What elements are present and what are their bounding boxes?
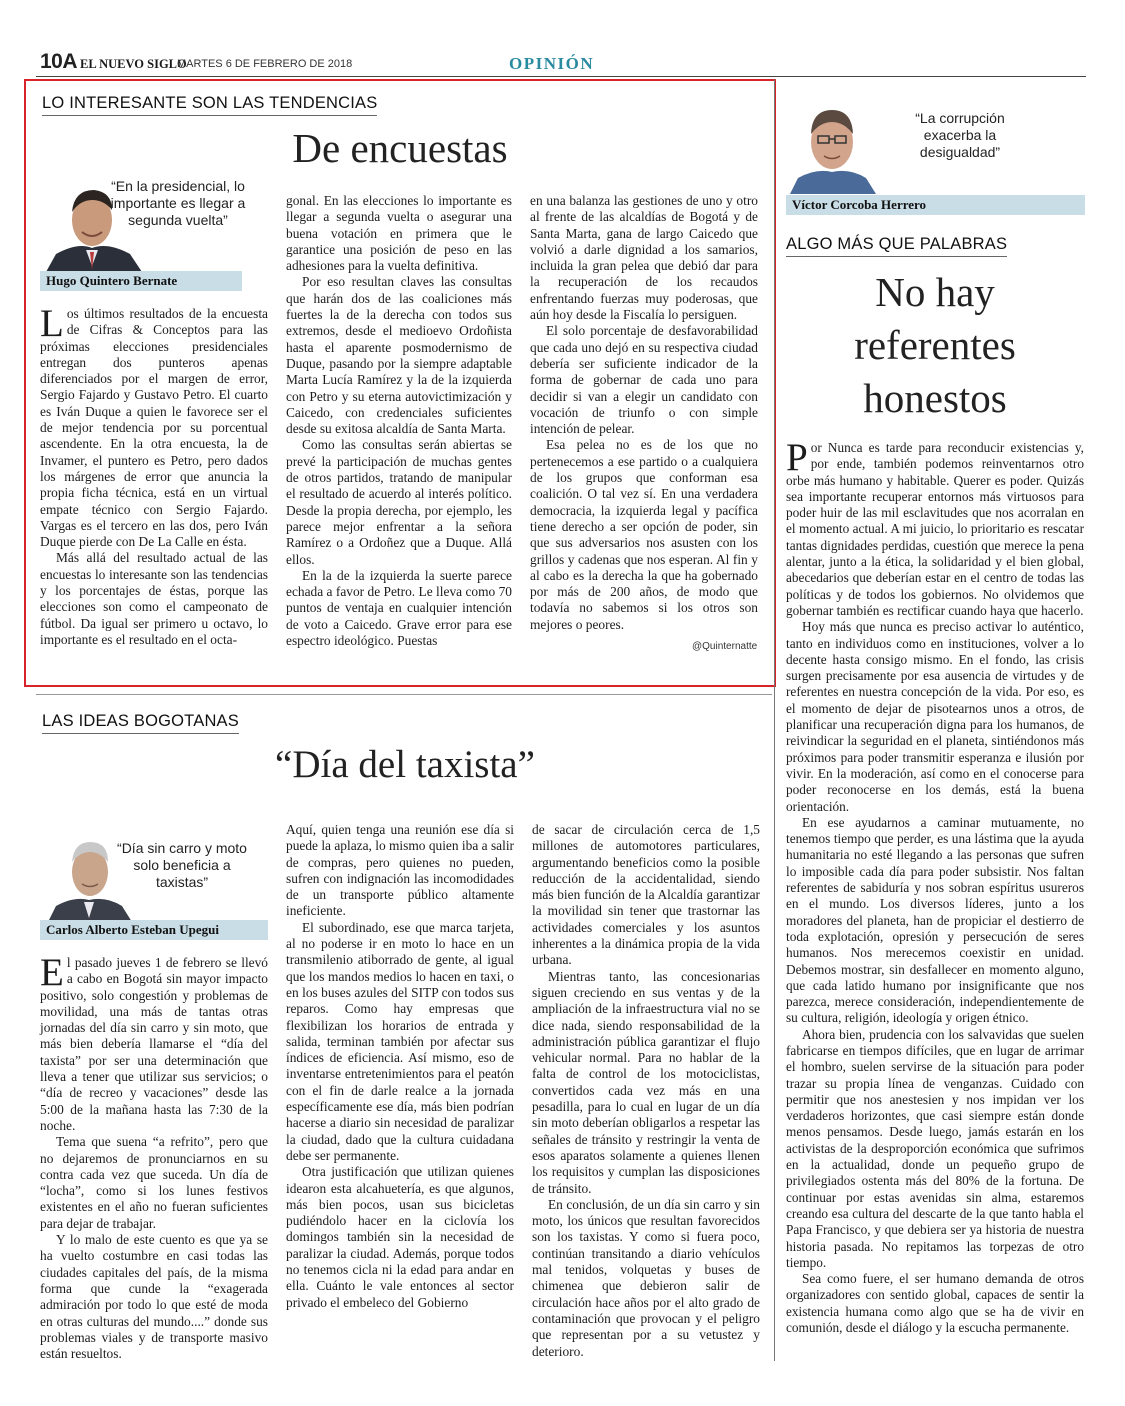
article1-title: De encuestas	[292, 125, 508, 171]
article2-title: “Día del taxista”	[275, 743, 535, 786]
article1-column-1	[40, 302, 268, 648]
article2-author: Carlos Alberto Esteban Upegui	[40, 920, 268, 940]
issue-date: MARTES 6 DE FEBRERO DE 2018	[177, 58, 353, 70]
article3-title-line: referentes	[854, 322, 1016, 368]
article2-column-2	[286, 822, 514, 1311]
article3-column	[786, 436, 1084, 1336]
article3-title-line: honestos	[863, 375, 1007, 421]
article1-pull-quote: “En la presidencial, lo importante es llegar a segunda vuelta”	[110, 178, 246, 228]
article2-pull-quote: “Día sin carro y moto solo beneficia a taxistas”	[117, 840, 247, 890]
article3-kicker: ALGO MÁS QUE PALABRAS	[786, 235, 1007, 257]
article-divider	[36, 694, 772, 695]
article3-paragraph: Ahora bien, prudencia con los salvavidas que suelen fabricarse en tiempos difíciles, que en lugar de arrimar el hombro, suelen servirse de la situación para poder trazar su propia línea de venganzas. Cuidado con permitir que nos anestesien y nos impidan ver los verdaderos horizontes, que casi siempre están donde menos pensamos. Desde luego, jamás estarán en los activistas de la desproporción económica que sufrimos en la actualidad, donde un pequeño grupo de privilegiados ostenta más del 80% de la fortuna. De continuar por estas avenidas sin alma, estaremos creando esa cultura del descarte de la que tanto habla el Papa Francisco, y que debiera ser ya historia de nuestra historia pasada. No repitamos las torpezas de otro tiempo.	[786, 1026, 1084, 1270]
article2-column-1	[40, 951, 268, 1362]
dropcap: L	[40, 302, 64, 345]
dropcap: P	[786, 436, 808, 479]
article3-title	[786, 266, 1084, 425]
article2-column-3	[532, 822, 760, 1360]
author-photo	[784, 96, 880, 194]
article1-paragraph: Esa pelea no es de los que no pertenecemos a ese partido o a cualquiera de los grupos que conforman esa coalición. O tal vez sí. En una verdadera democracia, la izquierda legal y pacífica tiene derecho a ser opción de poder, sin que sus adversarios nos asusten con los grillos y cadenas que nos esperan. Al fin y al cabo es la derecha la que ha gobernado por más de 200 años, de modo que todavía no sabemos si los otros son mejores o peores.	[530, 437, 758, 632]
article1-paragraph: El solo porcentaje de desfavorabilidad que cada uno dejó en su respectiva ciudad debería ser suficiente indicador de la forma de gobernar de cada uno para decidir si van a elegir un candidato con vocación de triunfo o con simple intención de pelear.	[530, 323, 758, 437]
author-handle: @Quinternatte	[692, 641, 758, 652]
section-title: OPINIÓN	[509, 54, 595, 73]
article2-paragraph: de sacar de circulación cerca de 1,5 millones de automotores particulares, argumentando beneficios como la posible reducción de la accidentalidad, siendo más bien función de la Alcaldía garantizar la movilidad sin tener que trastornar las actividades comerciales y los asuntos inherentes a la dinámica propia de la vida urbana.	[532, 822, 760, 968]
article2-paragraph: Tema que suena “a refrito”, pero que no dejaremos de pronunciarnos en su contra cada vez que suceda. Un día de “locha”, como si los lunes festivos existentes en el año no fueran suficientes para dejar de trabajar.	[40, 1134, 268, 1231]
article2-paragraph: Y lo malo de este cuento es que ya se ha vuelto costumbre en casi todas las ciudades capitales del país, de la misma forma que cunde la “exagerada admiración por todo lo que esté de moda en otras culturas del mundo....” donde sus problemas viales y de transporte masivo están resueltos.	[40, 1232, 268, 1362]
article1-column-3	[530, 193, 758, 633]
article1-paragraph: Como las consultas serán abiertas se prevé la participación de muchas gentes de otros partidos, tratando de manipular el resultado de acuerdo al interés político. Desde la propia derecha, por ejemplo, les parece mejor enfrentar a la señora Ramírez o a Ordoñez que a Duque. Allá ellos.	[286, 437, 512, 567]
article3-paragraph: En ese ayudarnos a caminar mutuamente, no tenemos tiempo que perder, es una lástima que la ayuda humanitaria no esté llegando a las personas que sufren lo imposible cada día para poder subsistir. Nos faltan referentes de sabiduría y nos sobran espíritus usureros en el mundo. Los diversos líderes, junto a los moradores del planeta, han de propiciar el destierro de toda explotación, opresión y persecución de seres humanos. Nos merecemos coexistir en unidad. Debemos mostrar, sin desfallecer en momento alguno, que cada latido humano por insignificante que nos parezca, merece consideración, independientemente de su cultura, religión, ideología y origen étnico.	[786, 814, 1084, 1026]
article1-kicker: LO INTERESANTE SON LAS TENDENCIAS	[42, 94, 377, 116]
article2-paragraph: En conclusión, de un día sin carro y sin moto, los únicos que resultan favorecidos son los taxistas. Y como si fuera poco, continúan transitando a diario vehículos mal tenidos, volquetas y buses de chimenea que debieron salir de circulación hace años por el alto grado de contaminación que provocan y el peligro que representan por a su vetustez y deterioro.	[532, 1196, 760, 1359]
article2-paragraph: Aquí, quien tenga una reunión ese día si puede la aplaza, lo mismo quien iba a salir de compras, pero quienes no pueden, sufren con indignación las incomodidades de un transporte público altamente ineficiente.	[286, 822, 514, 919]
article1-author: Hugo Quintero Bernate	[40, 271, 242, 291]
article3-pull-quote: “La corrupción exacerba la desigualdad”	[915, 110, 1005, 160]
article1-paragraph: Los últimos resultados de la encuesta de Cifras & Conceptos para las próximas elecciones presidenciales entregan dos punteros apenas diferenciados por el margen de error, Sergio Fajardo y Gustavo Petro. El cuarto es Iván Duque a quien le favorece ser el de mejor tendencia por su porcentual ascendente. En la otra encuesta, la de Invamer, el puntero es Petro, pero dados los márgenes de error que anuncia la propia ficha técnica, está en un virtual empate técnico con Sergio Fajardo. Vargas es el tercero en las dos, pero Iván Duque pierde con De La Calle en ésta.	[40, 302, 268, 550]
article3-paragraph: Sea como fuere, el ser humano demanda de otros organizadores con sentido global, capaces de sentir la existencia humana como algo que se ha de vivir en comunión, desde el diálogo y la escucha permanente.	[786, 1271, 1084, 1336]
article2-paragraph: El subordinado, ese que marca tarjeta, al no poderse ir en moto lo hace en un transmilenio atiborrado de gente, al igual que los mandos medios lo hacen en taxi, o en los buses azules del SITP con todos sus reparos. Como hay empresas que flexibilizan los horarios de entrada y salida, terminan también por afectar sus índices de eficiencia. Así mismo, eso de inventarse entretenimientos para el peatón con el fin de darle realce a la jornada específicamente ese día, más bien podrían hacerse a diario sin necesidad de paralizar la ciudad, dado que la cultura cuidadana debe ser permanente.	[286, 919, 514, 1163]
page-number: 10A	[40, 50, 78, 73]
article1-paragraph: Por eso resultan claves las consultas que harán dos de las coaliciones más fuertes la de la derecha con todos sus extremos, desde el medioevo Ordoñista hasta el aparente posmodernismo de Duque, pasando por la siempre adaptable Marta Lucía Ramírez y la de la izquierda con Petro y su eterna autovictimización y Caicedo, con credenciales suficientes desde su exitosa alcaldía de Santa Marta.	[286, 274, 512, 437]
article1-paragraph: en una balanza las gestiones de uno y otro al frente de las alcaldías de Bogotá y de Santa Marta, gana de largo Caicedo que volvió a darle dignidad a los samarios, incluida la gran pelea que debió dar para la recuperación de los recaudos enfrentando fuerzas muy poderosas, que aún hoy desde la Fiscalía lo persiguen.	[530, 193, 758, 323]
article1-column-2	[286, 193, 512, 649]
dropcap: E	[40, 951, 64, 994]
article1-paragraph: Más allá del resultado actual de las encuestas lo interesante son las tendencias y los porcentajes de éstas, porque las elecciones son como el campeonato de fútbol. Da igual ser primero u octavo, lo importante es el resultado en el octa-	[40, 550, 268, 647]
article1-paragraph: En la de la izquierda la suerte parece echada a favor de Petro. Le lleva como 70 puntos de ventaja en cualquier intención de voto a Caicedo. Grave error para ese espectro ideológico. Puestas	[286, 567, 512, 649]
article1-paragraph: gonal. En las elecciones lo importante es llegar a segunda vuelta o asegurar una buena votación en primera que le garantice una posición de peso en las adhesiones para la vuelta definitiva.	[286, 193, 512, 274]
article3-paragraph: Por Nunca es tarde para reconducir existencias y, por ende, también podemos reinventarnos otro orbe más humano y habitable. Querer es poder. Quizás sea importante recuperar entornos más virtuosos para poder huir de las mil esclavitudes que nos acorralan en el momento actual. A mi juicio, lo prioritario es rescatar tantas dignidades perdidas, cuestión que merece la pena alentar, junto a la ética, la solidaridad y el bien global, abecedarios que deberían estar en el centro de todas las políticas y de todos los gobiernos. No olvidemos que gobernar también es rectificar cuando haya que hacerlo.	[786, 436, 1084, 618]
article3-author: Víctor Corcoba Herrero	[786, 195, 1085, 215]
article3-paragraph: Hoy más que nunca es preciso activar lo auténtico, tanto en individuos como en instituciones, volver a lo decente hasta consigo mismo. En el fondo, las crisis surgen precisamente por esa ausencia de virtudes y de referentes en nuestra concepción de la vida. Por eso, es el momento de dejar de pisotearnos unos a otros, de planificar una recuperación digna para los humanos, de reivindicar la seguridad en el planeta, sintiéndonos más próximos para poder transmitir esperanza e ilusión por vivir. En la moderación, así como en el conocerse para poder reconocerse en los demás, está la buena orientación.	[786, 619, 1084, 814]
article2-kicker: LAS IDEAS BOGOTANAS	[42, 712, 239, 734]
page-masthead	[36, 50, 1086, 77]
article2-paragraph: Mientras tanto, las concesionarias siguen creciendo en sus ventas y de la ampliación de la infraestructura vial no se dice nada, siendo responsabilidad de la administración pública garantizar el flujo vehicular normal. Para no hablar de la falta de control de los motociclistas, convertidos cada vez más en una pesadilla, para lo cual en lugar de un día sin moto deberían obligarlos a respetar las señales de tránsito y restringir la venta de esos aparatos solamente a quienes llenen los requisitos y cumplan las disposiciones de tránsito.	[532, 968, 760, 1196]
article2-paragraph: El pasado jueves 1 de febrero se llevó a cabo en Bogotá sin mayor impacto positivo, solo congestión y problemas de movilidad, una más de tantas otras jornadas del día sin carro y sin moto, que más bien debería llamarse el “día del taxista” por ser una determinación que lleva a tener que utilizar sus servicios; o “día de recreo y vacaciones” desde las 5:00 de la mañana hasta las 7:30 de la noche.	[40, 951, 268, 1133]
article2-paragraph: Otra justificación que utilizan quienes idearon esta alcahuetería, es que algunos, más bien pocos, usan sus bicicletas pudiéndolo hacer en la ciclovía los domingos también sin la necesidad de paralizar la ciudad. Además, porque todos no tenemos cicla ni la edad para andar en ella. Cuánto le vale entonces al sector privado el embeleco del Gobierno	[286, 1164, 514, 1310]
article3-title-line: No hay	[875, 269, 995, 315]
newspaper-name: EL NUEVO SIGLO	[80, 57, 187, 71]
column-divider	[774, 79, 775, 1361]
